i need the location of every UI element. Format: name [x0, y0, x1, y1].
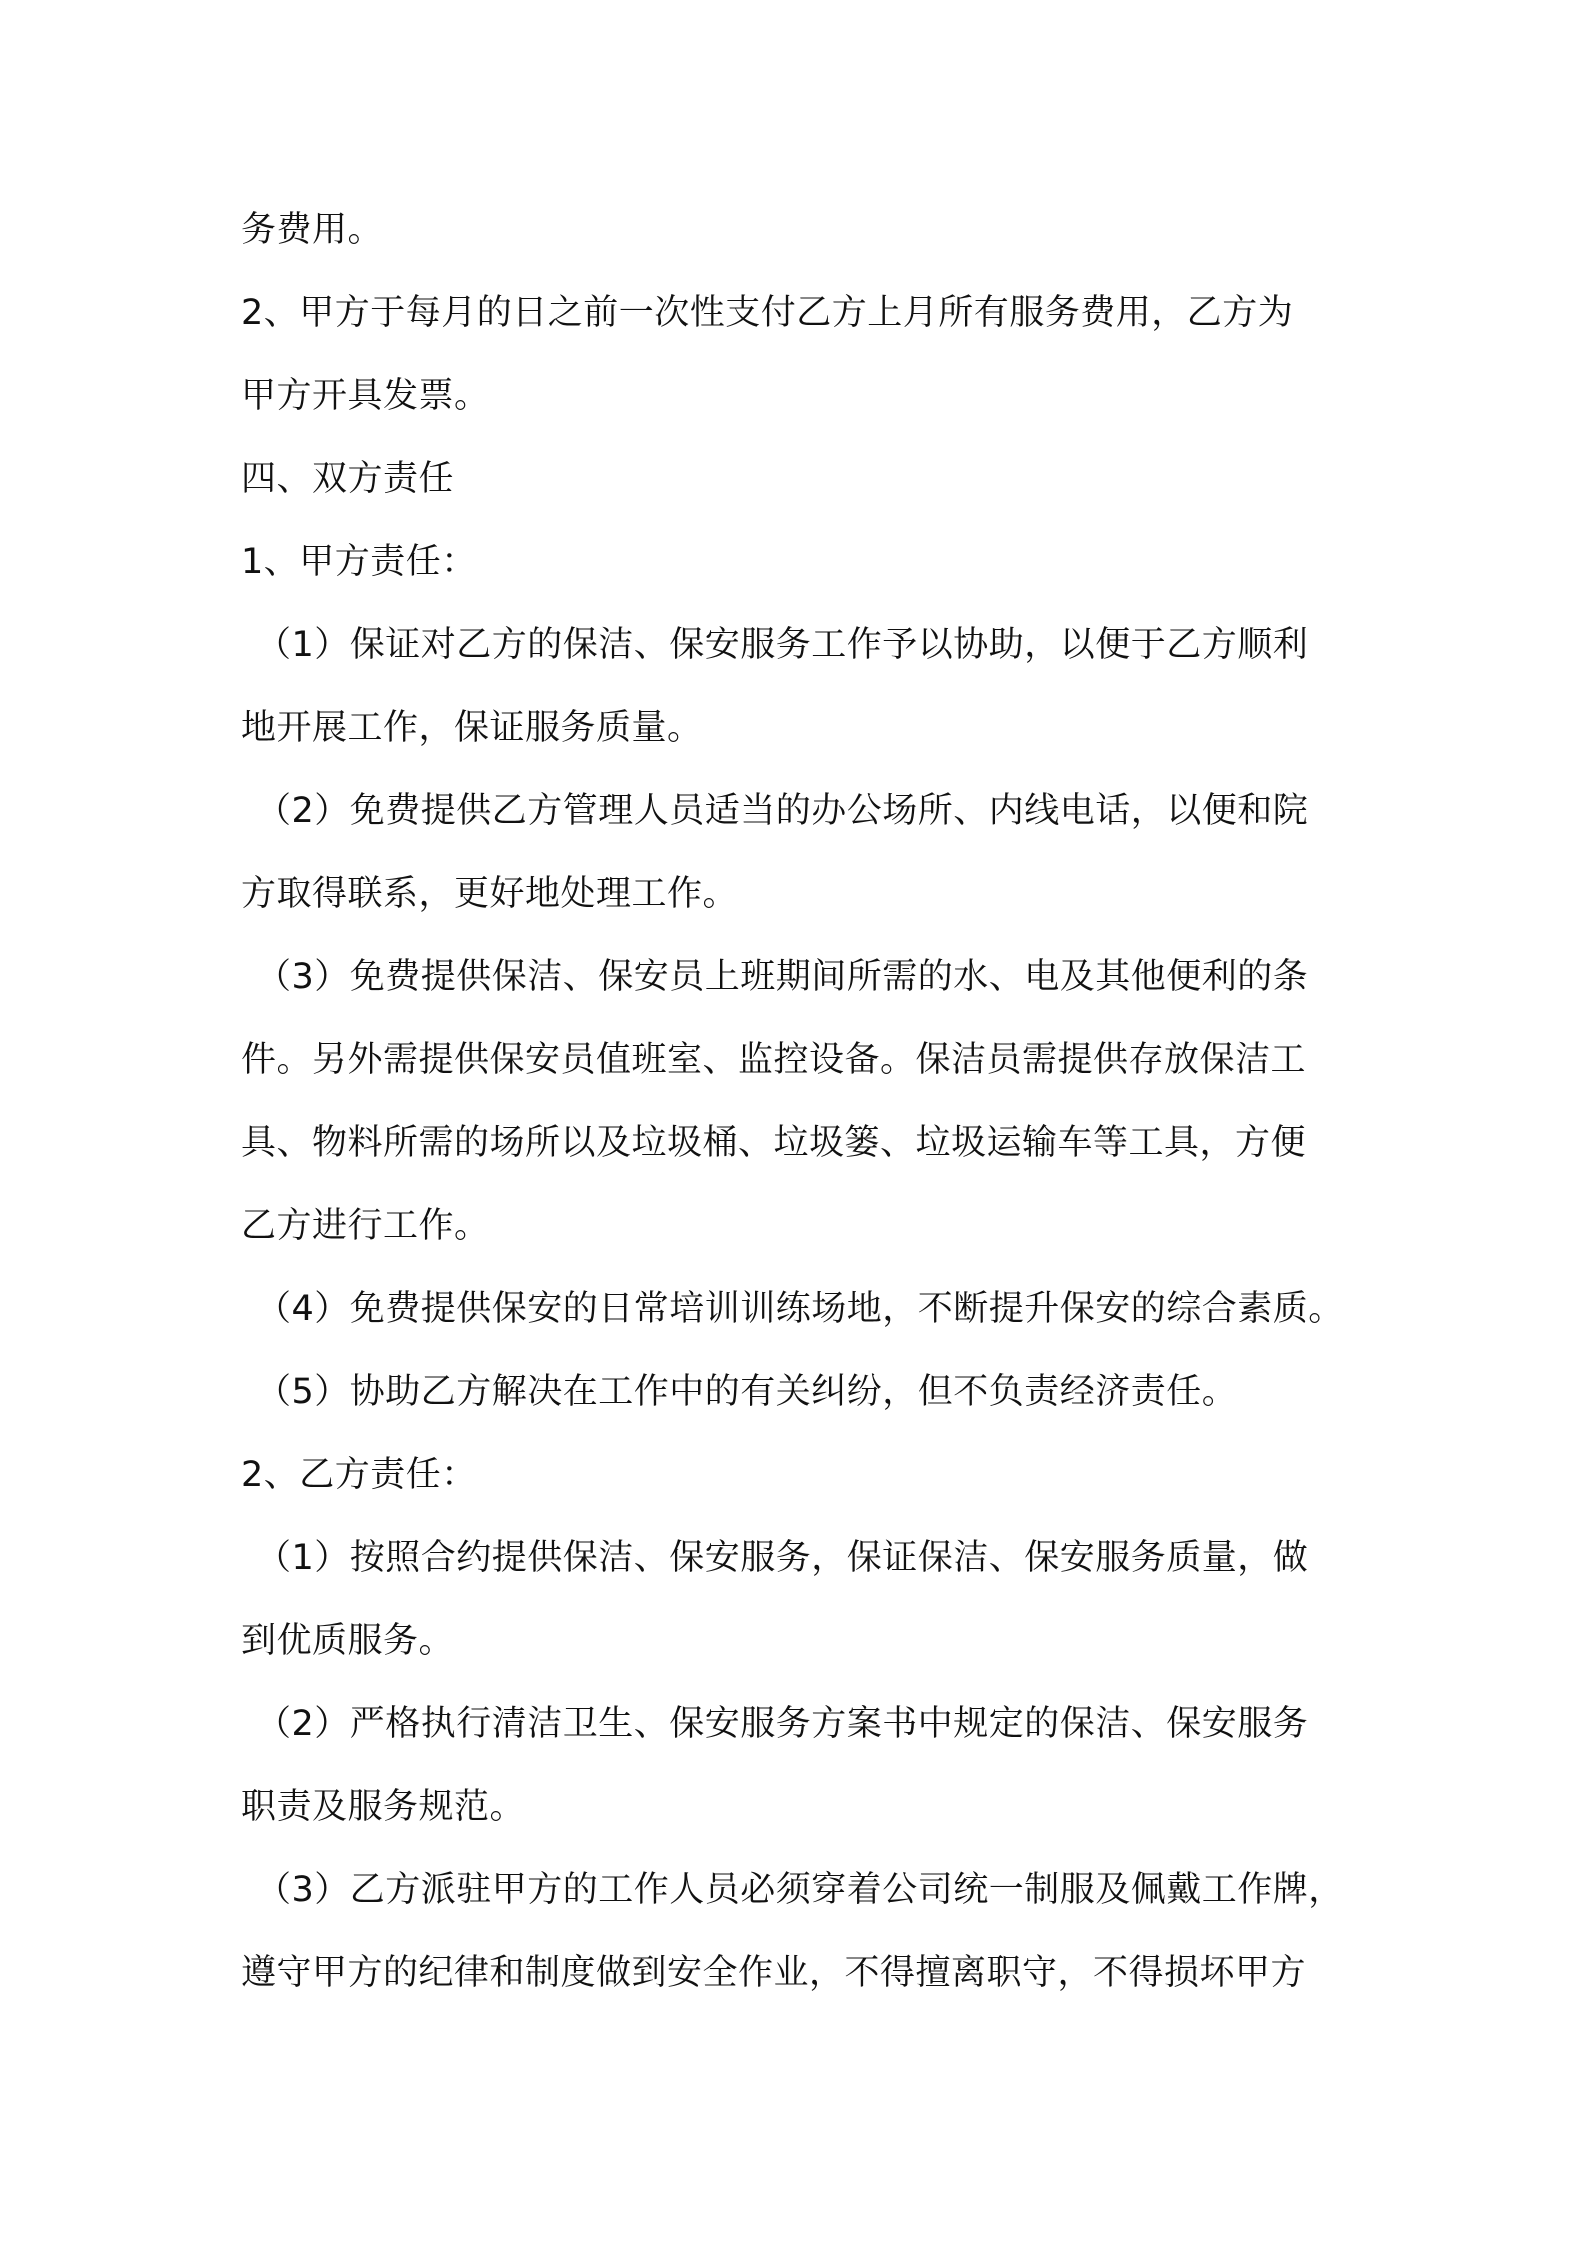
text-line: 务费用。 [241, 210, 384, 250]
text-line: （5）协助乙方解决在工作中的有关纠纷，但不负责经济责任。 [256, 1372, 1238, 1412]
text-line: （2）严格执行清洁卫生、保安服务方案书中规定的保洁、保安服务 [256, 1704, 1309, 1744]
subsection-heading: 2、乙方责任： [241, 1455, 477, 1495]
text-line: （1）按照合约提供保洁、保安服务，保证保洁、保安服务质量，做 [256, 1538, 1309, 1578]
text-line: （3）乙方派驻甲方的工作人员必须穿着公司统一制服及佩戴工作牌， [256, 1870, 1344, 1910]
text-line: 职责及服务规范。 [241, 1787, 526, 1827]
text-line: （4）免费提供保安的日常培训训练场地，不断提升保安的综合素质。 [256, 1289, 1344, 1329]
text-line: 件。另外需提供保安员值班室、监控设备。保洁员需提供存放保洁工 [241, 1040, 1307, 1080]
text-line: 方取得联系，更好地处理工作。 [241, 874, 739, 914]
section-heading: 四、双方责任 [241, 459, 455, 499]
text-line: （1）保证对乙方的保洁、保安服务工作予以协助，以便于乙方顺利 [256, 625, 1309, 665]
text-line: 乙方进行工作。 [241, 1206, 490, 1246]
text-line: 2、甲方于每月的日之前一次性支付乙方上月所有服务费用，乙方为 [241, 293, 1294, 333]
subsection-heading: 1、甲方责任： [241, 542, 477, 582]
text-line: 地开展工作，保证服务质量。 [241, 708, 703, 748]
text-line: 甲方开具发票。 [241, 376, 490, 416]
text-line: 遵守甲方的纪律和制度做到安全作业，不得擅离职守，不得损坏甲方 [241, 1953, 1307, 1993]
text-line: 具、物料所需的场所以及垃圾桶、垃圾篓、垃圾运输车等工具，方便 [241, 1123, 1307, 1163]
text-line: （3）免费提供保洁、保安员上班期间所需的水、电及其他便利的条 [256, 957, 1309, 997]
text-line: （2）免费提供乙方管理人员适当的办公场所、内线电话，以便和院 [256, 791, 1309, 831]
text-line: 到优质服务。 [241, 1621, 455, 1661]
